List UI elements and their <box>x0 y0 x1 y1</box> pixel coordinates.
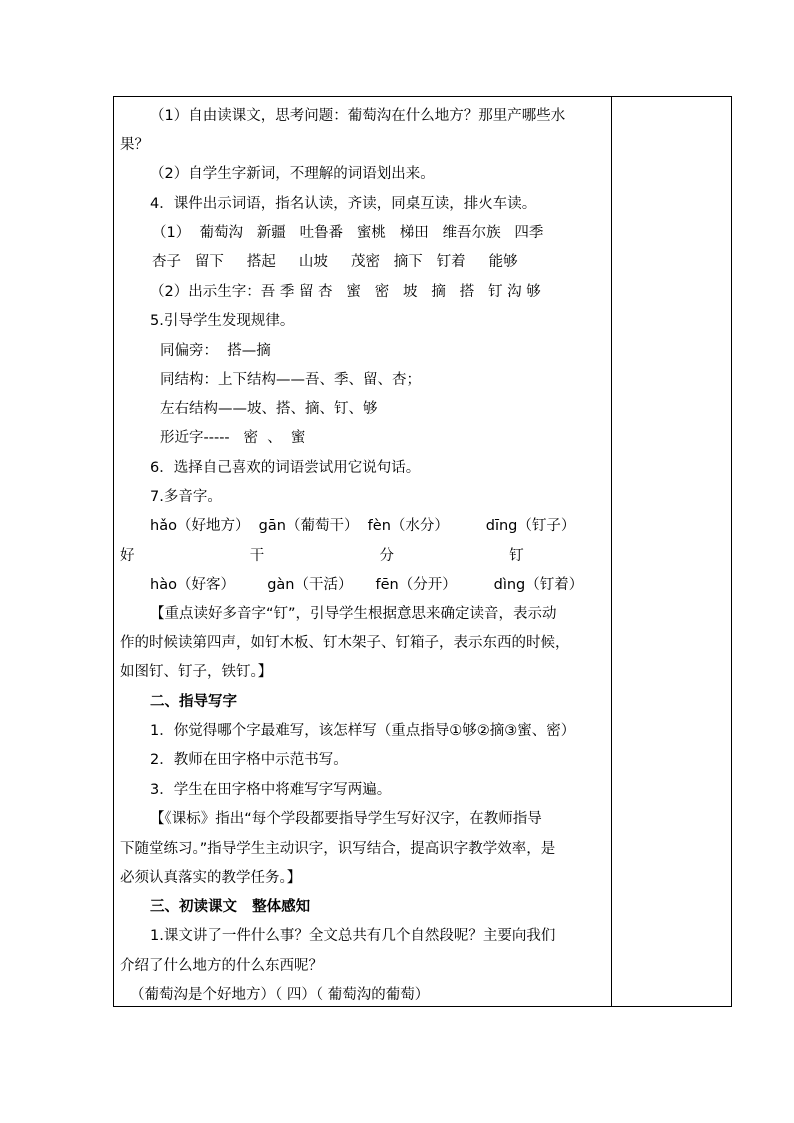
text-line: 1．你觉得哪个字最难写，该怎样写（重点指导①够②摘③蜜、密） <box>150 723 576 739</box>
text-line: 3．学生在田字格中将难写字写两遍。 <box>150 782 392 798</box>
note-line: 作的时候读第四声，如钉木板、钉木架子、钉箱子，表示东西的时候， <box>120 635 570 651</box>
text-line: 形近字----- 密 、 蜜 <box>160 430 306 446</box>
text-line: （2）自学生字新词，不理解的词语划出来。 <box>150 166 435 182</box>
text-line: 介绍了什么地方的什么东西呢？ <box>120 958 323 974</box>
vocab-line: 杏子 留下 搭起 山坡 茂密 摘下 钉着 能够 <box>152 254 518 270</box>
text-line: 2．教师在田字格中示范书写。 <box>150 752 348 768</box>
text-line: 左右结构——坡、搭、摘、钉、够 <box>160 401 378 417</box>
answer-line: （葡萄沟是个好地方）（ 四）（ 葡萄沟的葡萄） <box>130 987 430 1003</box>
text-line: 1.课文讲了一件什么事？全文总共有几个自然段呢？主要向我们 <box>150 928 556 944</box>
note-line: 下随堂练习。”指导学生主动识字，识写结合，提高识字教学效率，是 <box>120 841 556 857</box>
vocab-line: （1） 葡萄沟 新疆 吐鲁番 蜜桃 梯田 维吾尔族 四季 <box>152 225 544 241</box>
note-line: 【重点读好多音字“钉”，引导学生根据意思来确定读音，表示动 <box>150 606 557 622</box>
text-line: 5.引导学生发现规律。 <box>150 313 295 329</box>
pinyin-line: hào（好客） gàn（干活） fēn（分开） dìng（钉着） <box>150 577 584 593</box>
section-heading: 三、初读课文 整体感知 <box>150 899 311 915</box>
text-line: 果？ <box>120 137 149 153</box>
text-line: 7.多音字。 <box>150 489 222 505</box>
section-heading: 二、指导写字 <box>150 694 237 710</box>
text-line: 6．选择自己喜欢的词语尝试用它说句话。 <box>150 460 421 476</box>
polyphone-chars-line: 好 干 分 钉 <box>120 548 524 564</box>
note-line: 如图钉、钉子，铁钉。】 <box>120 664 273 680</box>
pinyin-line: hǎo（好地方） gān（葡萄干） fèn（水分） dīng（钉子） <box>150 518 576 534</box>
characters-line: （2）出示生字：吾 季 留 杏 蜜 密 坡 摘 搭 钉 沟 够 <box>150 284 541 300</box>
column-divider <box>611 96 612 1007</box>
note-line: 【《课标》指出“每个学段都要指导学生写好汉字，在教师指导 <box>150 811 542 827</box>
note-line: 必须认真落实的教学任务。】 <box>120 870 302 886</box>
text-line: （1）自由读课文，思考问题：葡萄沟在什么地方？那里产哪些水 <box>150 108 566 124</box>
text-line: 同结构：上下结构——吾、季、留、杏； <box>160 372 421 388</box>
text-line: 4．课件出示词语，指名认读，齐读，同桌互读，排火车读。 <box>150 196 537 212</box>
text-line: 同偏旁： 搭—摘 <box>160 343 271 359</box>
